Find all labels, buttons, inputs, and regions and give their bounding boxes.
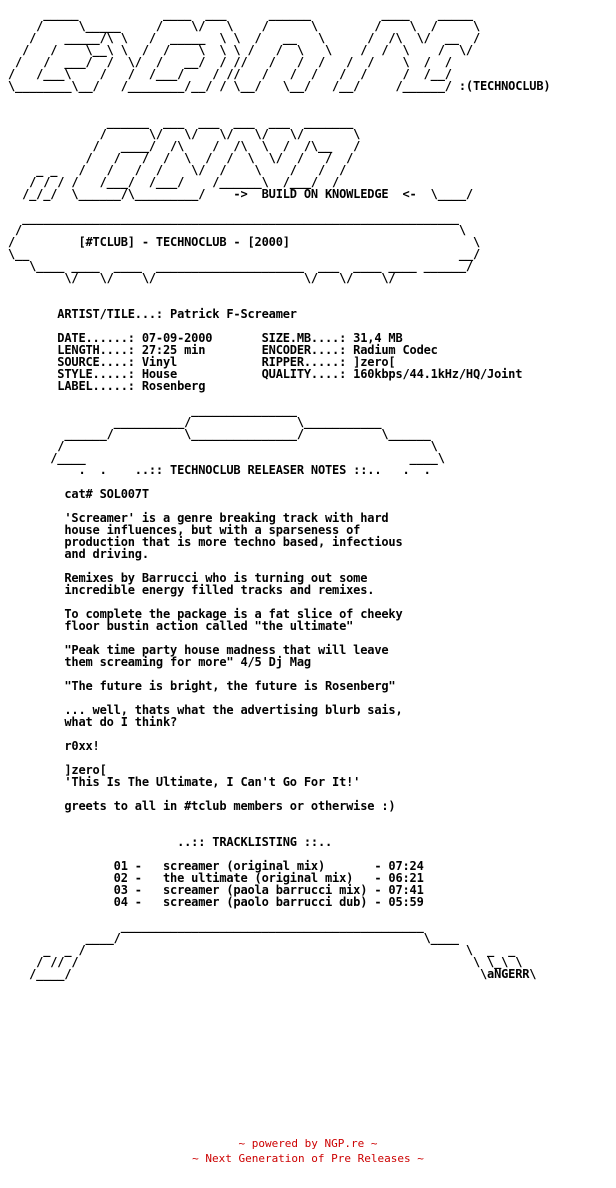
tagline-text: ~ Next Generation of Pre Releases ~	[192, 1152, 424, 1165]
powered-by-text: ~ powered by NGP.re ~	[238, 1137, 378, 1150]
nfo-text: _____ ____ ___ ______ ____ _____ / \_____ / \/ \ / \ / \ / \ / _____/\ \ / _____ \ \ / __ \ / /\ \/ __ / / / \__\ \ / / \ \ \ / / \ \ / / \ / \/ / / ___/ / \/ / __/ / // / / / / / \ / / / /___\ / / /___/ / // / / / / / / /__/ \________\__/ /________/__/ / \__/ \__/ /__/ /______/ :(TECHNOCLUB) ______ ___ ___ ___ ___ _______ / \/ \/ \/ \/ \/ \ / ____/ /\ / /\ \ / /\__ / / / / / \ / / \ \/ / / / _ _ / / / / \/ / \ / / / / / / / /___/ /___/ /______\ /___/ / /_/_/ \______/\_________/ -> BUILD ON KNOWLEDGE <- \____/ ______________________________________________________________ / \ / [#TCLUB] - TECHNOCLUB - [2000] \ \__ __/ \____ ____ ____ _____________________ ___ ____ ____ ______/ \/ \/ \/ \/ \/ \/ ARTIST/TILE...: Patrick F-Screamer DATE......: 07-09-2000 SIZE.MB....: 31,4 MB LENGTH....: 27:25 min ENCODER....: Radium Codec SOURCE....: Vinyl RIPPER.....: ]zero[ STYLE.....: House QUALITY....: 160kbps/44.1kHz/HQ/Joint LABEL.....: Rosenberg _______________ __________/ \___________ ______/ \_______________/ \______ / \ /____ ____\ . . ..:: TECHNOCLUB RELEASER NOTES ::.. . . cat# SOL007T 'Screamer' is a genre breaking track with hard house influences, but with a sparseness of production that is more techno based, infectious and driving. Remixes by Barrucci who is turning out some incredible energy filled tracks and remixes. To complete the package is a fat slice of cheeky floor bustin action called "the ultimate" "Peak time party house madness that will leave them screaming for more" 4/5 Dj Mag "The future is bright, the future is Rosenberg" ... well, thats what the advertising blurb sais, what do I think? r0xx! ]zero[ 'This Is The Ultimate, I Can't Go For It!' greets to all in #tclub members or otherwise :) ..:: TRACKLISTING ::.. 01 - screamer (original mix) - 07:24 02 - the ultimate (original mix) - 06:21 03 - screamer (paola barrucci mix) - 07:41 04 - screamer (paolo barrucci dub) - 05:59 ___________________________________________ ____/ \____ _ _ / \ _ _ / // / \ \_\ \ /____/ \aNGERR\	[8, 7, 551, 981]
footer	[0, 1136, 616, 1166]
